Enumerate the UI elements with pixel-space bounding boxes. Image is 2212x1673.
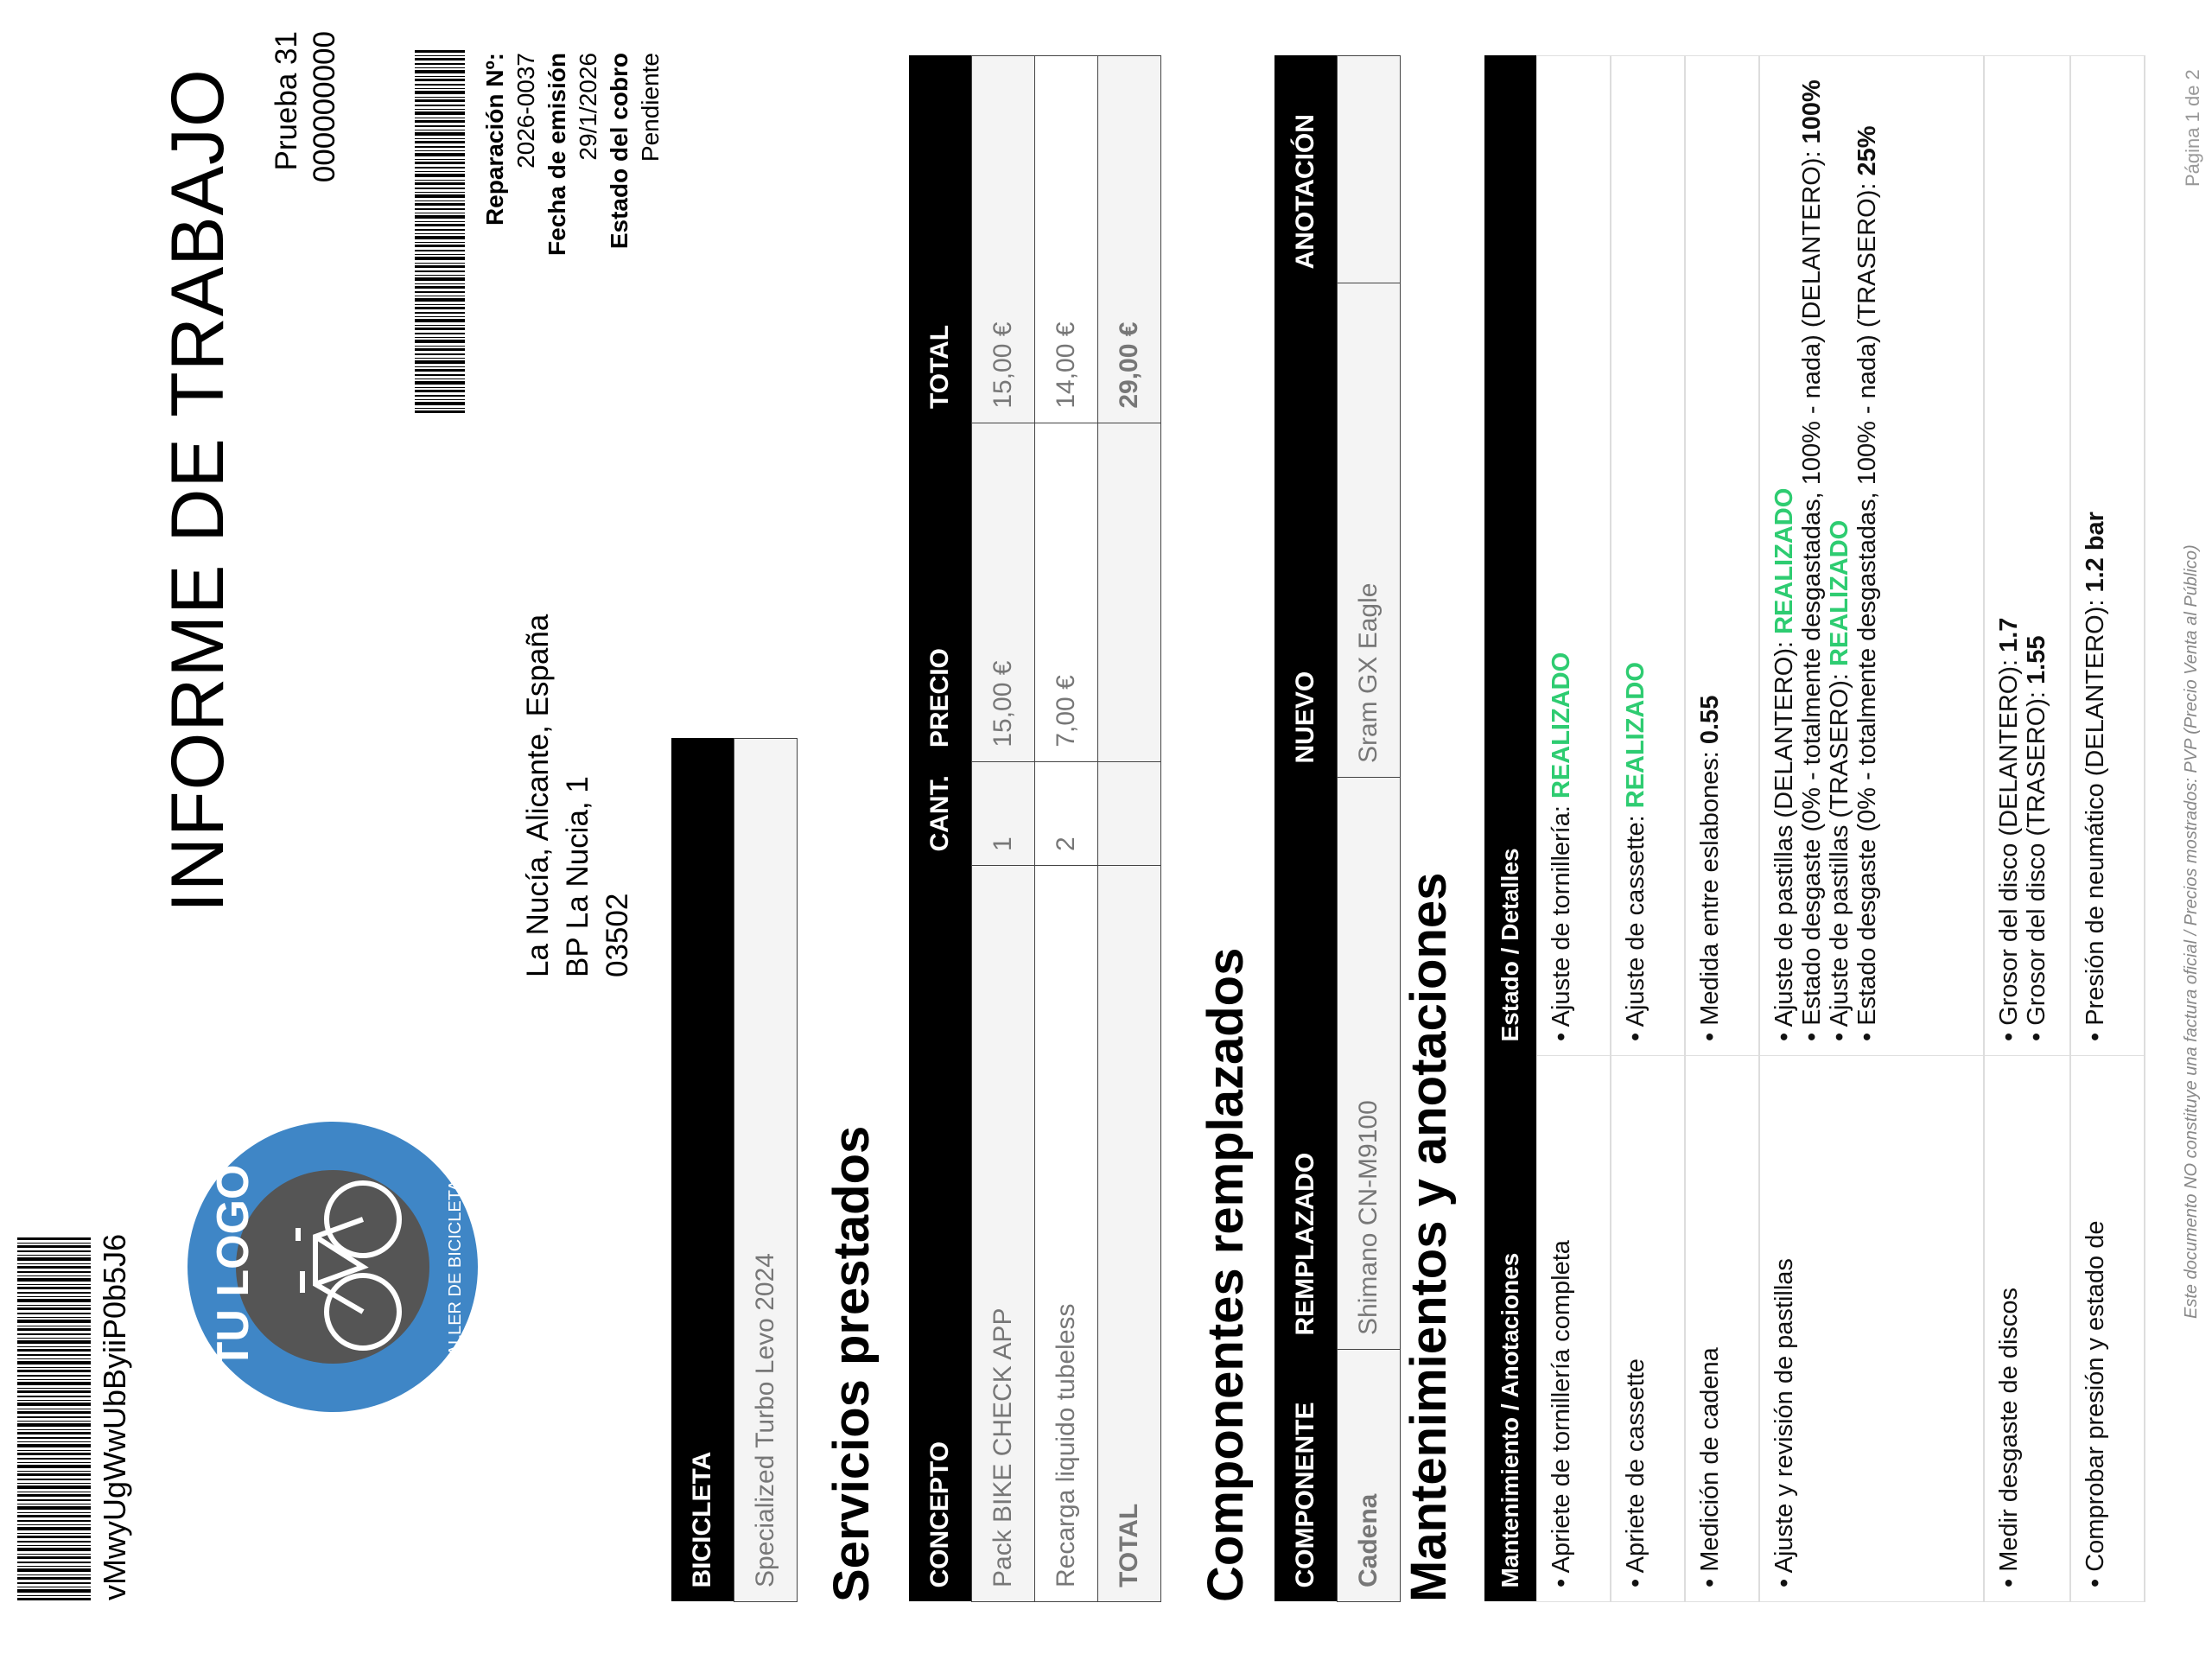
repair-barcode <box>415 50 465 413</box>
service-concept: Recarga liquido tubeless <box>1035 866 1098 1602</box>
table-row <box>1035 56 1098 1602</box>
service-price: 15,00 € <box>972 423 1035 761</box>
customer-phone: 000000000 <box>308 31 341 183</box>
services-table <box>909 55 1161 1602</box>
total-label: TOTAL <box>1098 866 1161 1602</box>
address-line-2: BP La Nucia, 1 <box>561 776 594 977</box>
document-title: INFORME DE TRABAJO <box>156 68 239 913</box>
repair-number: 2026-0037 <box>512 53 539 169</box>
maintenance-details: • Ajuste de pastillas (DELANTERO): REALIZADO • Estado desgaste (0% - totalmente desgastadas, 100% - nada) (DELANTERO): 100% • Ajuste de pastillas (TRASERO): REALIZADO • Estado desgaste (0% - totalmente desgastadas, 100% - nada) (TRASERO): 25% <box>1759 56 1984 1056</box>
maintenance-name: • Comprobar presión y estado de <box>2070 1056 2145 1602</box>
maintenance-details: • Grosor del disco (DELANTERO): 1.7 • Grosor del disco (TRASERO): 1.55 <box>1984 56 2070 1056</box>
barcode-code: vMwyUgWwUbByiiP0b5J6 <box>97 1233 132 1600</box>
maintenance-name: • Apriete de tornillería completa <box>1537 1056 1611 1602</box>
issue-date-label: Fecha de emisión <box>543 53 570 256</box>
table-row <box>1759 56 1984 1602</box>
maintenance-name: • Medir desgaste de discos <box>1984 1056 2070 1602</box>
col-maintenance: Mantenimiento / Anotaciones <box>1484 1056 1537 1602</box>
maintenance-table <box>1484 55 2145 1602</box>
service-qty: 2 <box>1035 761 1098 865</box>
customer-info <box>268 31 344 204</box>
table-row <box>1611 56 1685 1602</box>
services-title: Servicios prestados <box>823 1125 880 1602</box>
shop-logo <box>186 1120 480 1414</box>
col-details: Estado / Detalles <box>1484 56 1537 1056</box>
maintenance-name: • Medición de cadena <box>1685 1056 1759 1602</box>
col-replaced: REMPLAZADO <box>1274 778 1338 1350</box>
maintenance-name: • Apriete de cassette <box>1611 1056 1685 1602</box>
table-row <box>972 56 1035 1602</box>
repair-number-label: Reparación Nº: <box>481 53 508 226</box>
address-line-3: 03502 <box>601 893 634 977</box>
table-row <box>1685 56 1759 1602</box>
barcode-image <box>17 1237 91 1600</box>
bike-header: BICICLETA <box>671 739 734 1602</box>
component-name: Cadena <box>1338 1350 1401 1602</box>
components-title: Componentes remplazados <box>1198 947 1254 1602</box>
shop-address <box>518 614 638 977</box>
bike-model: Specialized Turbo Levo 2024 <box>734 739 798 1602</box>
total-row <box>1098 56 1161 1602</box>
col-price: PRECIO <box>909 423 972 761</box>
payment-status-label: Estado del cobro <box>606 53 632 250</box>
footer-disclaimer: Este documento NO constituye una factura oficial / Precios mostrados: PVP (Precio Venta al Público) <box>2182 544 2201 1319</box>
maintenance-details: • Medida entre eslabones: 0.55 <box>1685 56 1759 1056</box>
component-replaced: Shimano CN-M9100 <box>1338 778 1401 1350</box>
service-total: 14,00 € <box>1035 56 1098 423</box>
col-qty: CANT. <box>909 761 972 865</box>
table-row <box>1338 56 1401 1602</box>
col-concept: CONCEPTO <box>909 866 972 1602</box>
maintenance-details: • Ajuste de tornillería: REALIZADO <box>1537 56 1611 1056</box>
bike-table <box>671 738 798 1602</box>
col-total: TOTAL <box>909 56 972 423</box>
table-row <box>1984 56 2070 1602</box>
table-row <box>2070 56 2145 1602</box>
service-concept: Pack BIKE CHECK APP <box>972 866 1035 1602</box>
component-annotation <box>1338 56 1401 283</box>
service-total: 15,00 € <box>972 56 1035 423</box>
customer-name: Prueba 31 <box>270 31 303 171</box>
maintenance-name: • Ajuste y revisión de pastillas <box>1759 1056 1984 1602</box>
service-qty: 1 <box>972 761 1035 865</box>
payment-status: Pendiente <box>637 53 664 162</box>
service-price: 7,00 € <box>1035 423 1098 761</box>
address-line-1: La Nucía, Alicante, España <box>521 614 555 977</box>
table-row <box>1537 56 1611 1602</box>
col-component: COMPONENTE <box>1274 1350 1338 1602</box>
components-table <box>1274 55 1401 1602</box>
total-value: 29,00 € <box>1098 56 1161 423</box>
col-annotation: ANOTACIÓN <box>1274 56 1338 283</box>
maintenance-details: • Ajuste de cassette: REALIZADO <box>1611 56 1685 1056</box>
col-new: NUEVO <box>1274 283 1338 778</box>
component-new: Sram GX Eagle <box>1338 283 1401 778</box>
svg-text:TU LOGO: TU LOGO <box>208 1164 258 1370</box>
svg-text:TALLER DE BICICLETAS: TALLER DE BICICLETAS <box>446 1167 465 1366</box>
maintenance-title: Mantenimientos y anotaciones <box>1401 872 1457 1602</box>
issue-date: 29/1/2026 <box>575 53 601 161</box>
maintenance-details: • Presión de neumático (DELANTERO): 1.2 bar <box>2070 56 2145 1056</box>
repair-meta <box>480 53 666 312</box>
page-number: Página 1 de 2 <box>2182 69 2203 187</box>
